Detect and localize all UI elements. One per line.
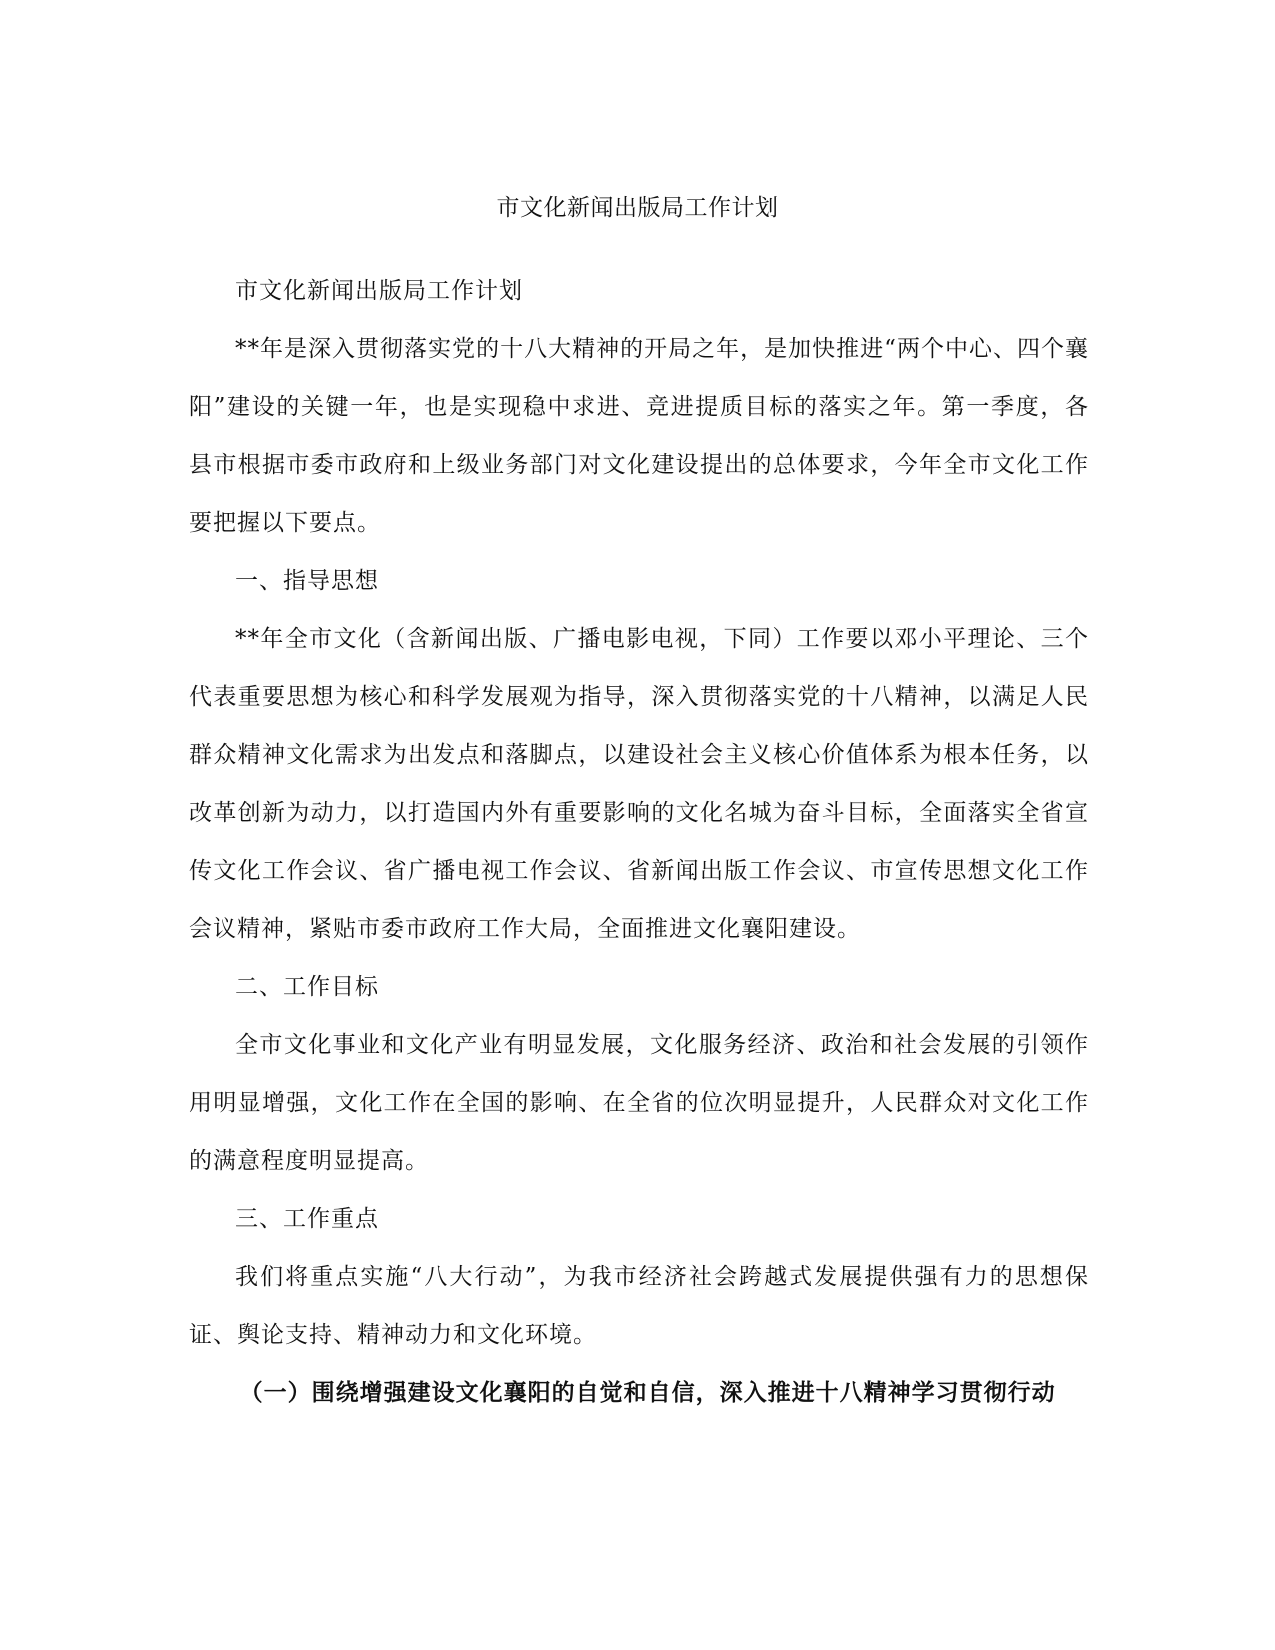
section-heading-guiding-ideology: 一、指导思想 — [235, 568, 379, 594]
work-goals-paragraph: 全市文化事业和文化产业有明显发展，文化服务经济、政治和社会发展的引领作用明显增强，文化工作在全国的影响、在全省的位次明显提升，人民群众对文化工作的满意程度明显提高。 — [189, 1032, 1089, 1174]
section-heading-work-focus: 三、工作重点 — [235, 1206, 379, 1232]
work-focus-paragraph: 我们将重点实施“八大行动”，为我市经济社会跨越式发展提供强有力的思想保证、舆论支持、精神动力和文化环境。 — [189, 1264, 1089, 1348]
document-title: 市文化新闻出版局工作计划 — [496, 195, 779, 221]
guiding-ideology-paragraph: **年全市文化（含新闻出版、广播电影电视，下同）工作要以邓小平理论、三个代表重要思想为核心和科学发展观为指导，深入贯彻落实党的十八精神，以满足人民群众精神文化需求为出发点和落脚点，以建设社会主义核心价值体系为根本任务，以改革创新为动力，以打造国内外有重要影响的文化名城为奋斗目标，全面落实全省宣传文化工作会议、省广播电视工作会议、省新闻出版工作会议、市宣传思想文化工作会议精神，紧贴市委市政府工作大局，全面推进文化襄阳建设。 — [189, 626, 1089, 942]
section-heading-work-goals: 二、工作目标 — [235, 974, 379, 1000]
intro-paragraph: **年是深入贯彻落实党的十八大精神的开局之年，是加快推进“两个中心、四个襄阳”建设的关键一年，也是实现稳中求进、竞进提质目标的落实之年。第一季度，各县市根据市委市政府和上级业务部门对文化建设提出的总体要求，今年全市文化工作要把握以下要点。 — [189, 336, 1089, 536]
document-body — [189, 262, 1089, 1422]
subtitle-paragraph: 市文化新闻出版局工作计划 — [235, 278, 523, 304]
subsection-heading-1: （一）围绕增强建设文化襄阳的自觉和自信，深入推进十八精神学习贯彻行动 — [239, 1379, 1056, 1406]
